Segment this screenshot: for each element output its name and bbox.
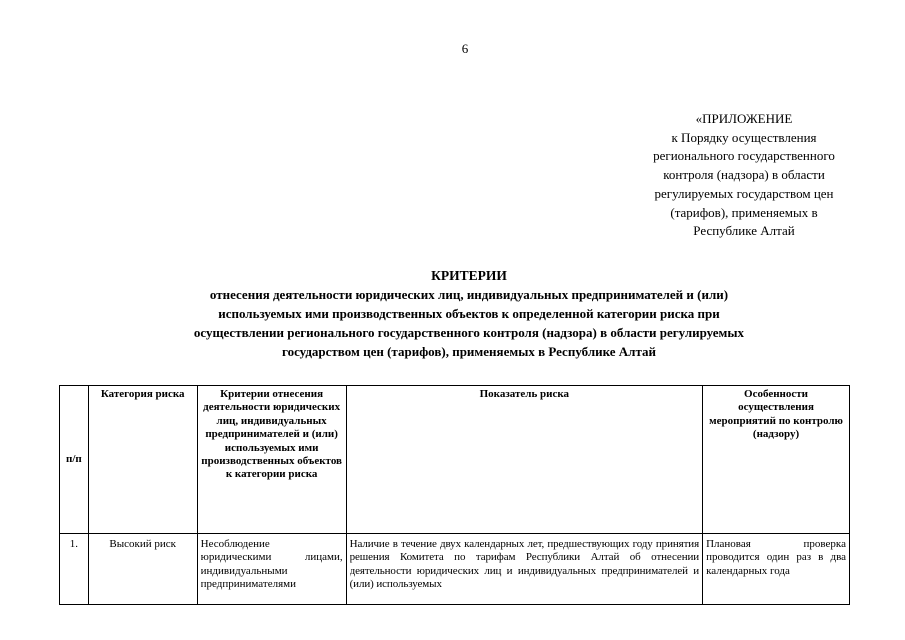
cell-features	[703, 534, 850, 605]
cell-indicator-text: Наличие в течение двух календарных лет, предшествующих году принятия решения Комитета по тарифам Республики Алтай об отнесении деятельности юридических лиц и индивидуальных предпринимателей и (или) используемых	[349, 538, 700, 591]
document-heading	[90, 266, 848, 361]
document-subtitle-line: осуществлении регионального государственного контроля (надзора) в области регулируемых	[193, 325, 745, 340]
column-header-criteria: Критерии отнесения деятельности юридических лиц, индивидуальных предпринимателей и (или) используемых ими производственных объектов к категории риска	[197, 386, 346, 534]
appendix-line: регионального государственного	[653, 148, 835, 164]
cell-criteria	[197, 534, 346, 605]
cell-indicator	[346, 534, 702, 605]
column-header-number: п/п	[60, 386, 89, 534]
table-row	[60, 534, 850, 605]
table-header-row	[60, 386, 850, 534]
document-subtitle-line: используемых ими производственных объектов к определенной категории риска при	[218, 306, 720, 321]
document-subtitle-line: отнесения деятельности юридических лиц, индивидуальных предпринимателей и (или)	[209, 287, 729, 302]
page-number: 6	[461, 41, 469, 56]
appendix-line: Республике Алтай	[693, 223, 795, 239]
column-header-indicator: Показатель риска	[346, 386, 702, 534]
column-header-category: Категория риска	[88, 386, 197, 534]
cell-criteria-text: Несоблюдение юридическими лицами, индивидуальными предпринимателями	[200, 538, 343, 591]
appendix-block	[620, 110, 868, 241]
appendix-line: «ПРИЛОЖЕНИЕ	[695, 111, 793, 126]
appendix-line: (тарифов), применяемых в	[670, 204, 818, 220]
cell-number: 1.	[60, 534, 89, 605]
appendix-line: контроля (надзора) в области	[663, 167, 825, 183]
document-title: КРИТЕРИИ	[431, 268, 507, 283]
document-subtitle-line: государством цен (тарифов), применяемых в Республике Алтай	[281, 344, 657, 359]
risk-criteria-table	[59, 385, 850, 605]
cell-features-text: Плановая проверка проводится один раз в два календарных года	[706, 538, 846, 577]
appendix-line: регулируемых государством цен	[654, 185, 834, 201]
column-header-features: Особенности осуществления мероприятий по контролю (надзору)	[703, 386, 850, 534]
appendix-line: к Порядку осуществления	[671, 129, 817, 145]
cell-category: Высокий риск	[88, 534, 197, 605]
